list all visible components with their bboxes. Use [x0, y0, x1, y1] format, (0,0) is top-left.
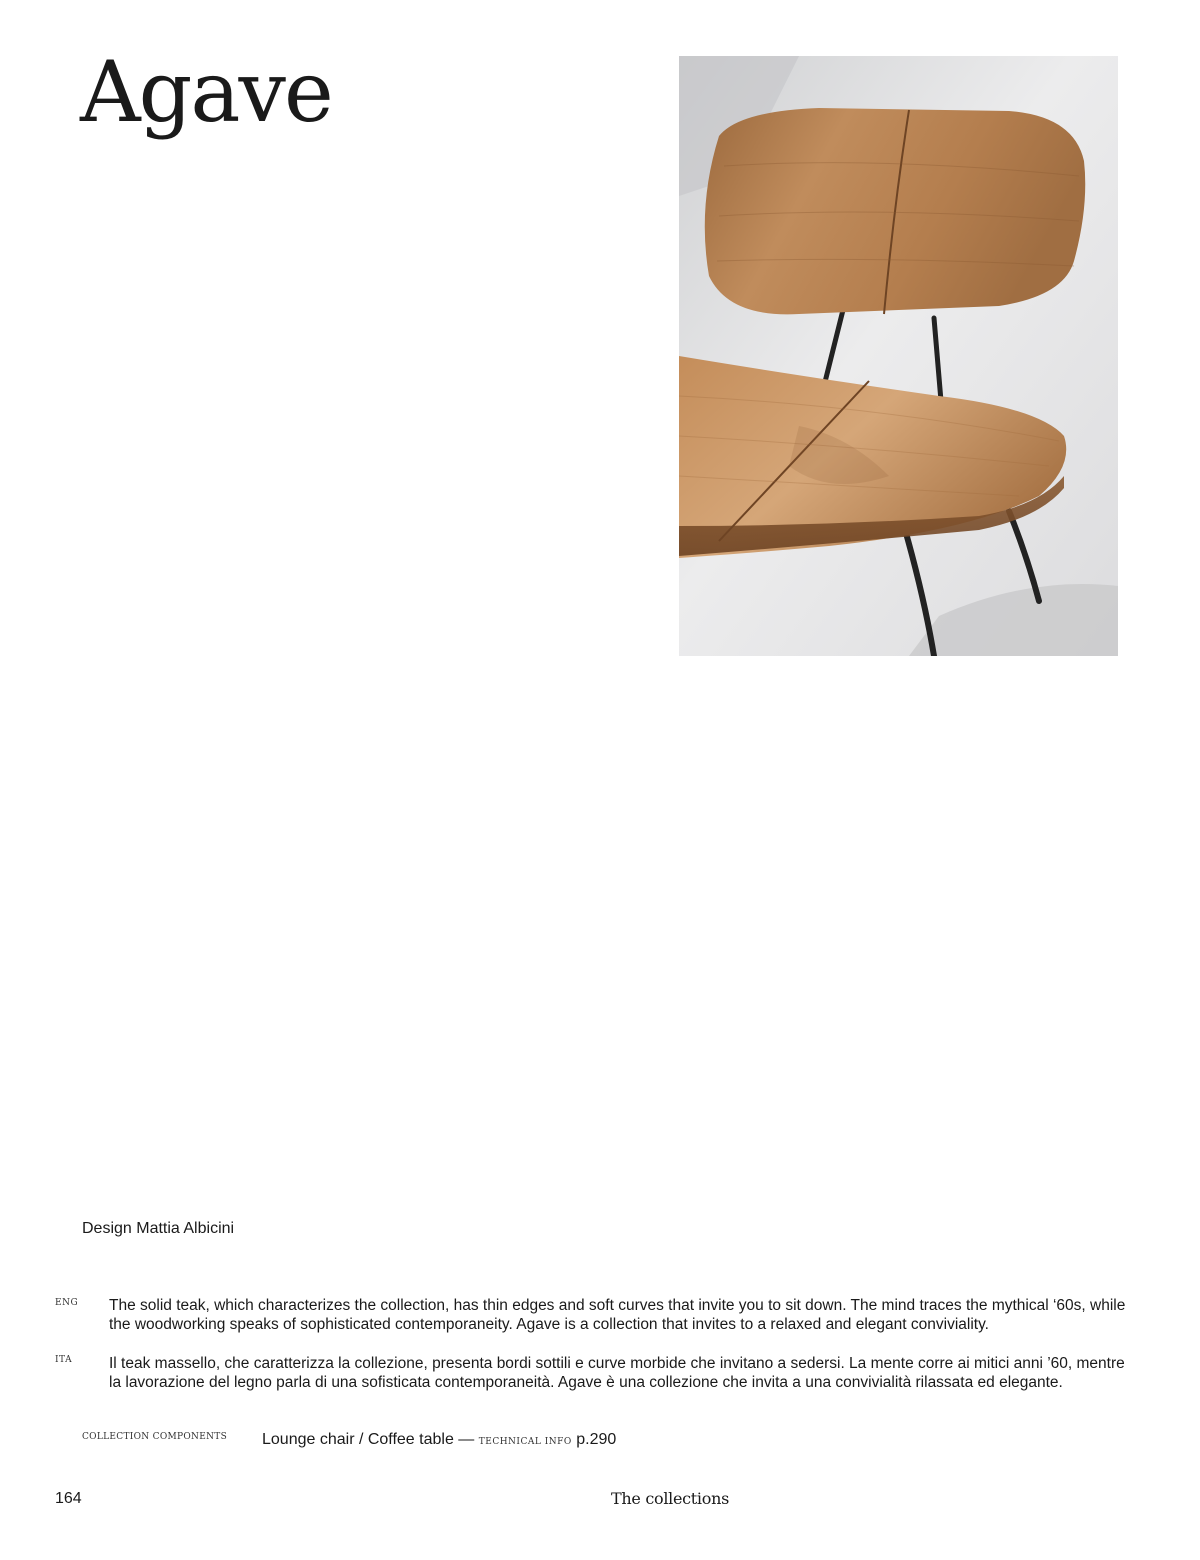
- running-title: The collections: [611, 1489, 729, 1508]
- eng-language-label: ENG: [55, 1298, 79, 1308]
- teak-lounge-chair-photo: [679, 56, 1118, 656]
- ita-description: Il teak massello, che caratterizza la collezione, presenta bordi sottili e curve morbide che invitano a sedersi. La mente corre ai mitici anni ’60, mentre la lavorazione del legno parla di una sofisticata contemporaneità. Agave è una collezione che invita a una convivialità rilassata ed elegante.: [109, 1355, 1125, 1391]
- technical-info-page-ref: p.290: [576, 1431, 617, 1448]
- eng-description: The solid teak, which characterizes the collection, has thin edges and soft curves that invite you to sit down. The mind traces the mythical ‘60s, while the woodworking speaks of sophisticated contemporaneity. Agave is a collection that invites to a relaxed and elegant conviviality.: [109, 1297, 1126, 1333]
- ita-language-label: ITA: [55, 1355, 73, 1365]
- page-title: Agave: [80, 43, 332, 141]
- chair-illustration: [679, 56, 1118, 656]
- collection-components: [262, 1431, 616, 1449]
- designer-credit: Design Mattia Albicini: [82, 1220, 235, 1237]
- technical-info-label: TECHNICAL INFO: [478, 1437, 572, 1447]
- collection-components-label: COLLECTION COMPONENTS: [82, 1432, 228, 1442]
- components-list: Lounge chair / Coffee table —: [262, 1431, 475, 1448]
- page-number: 164: [55, 1490, 82, 1507]
